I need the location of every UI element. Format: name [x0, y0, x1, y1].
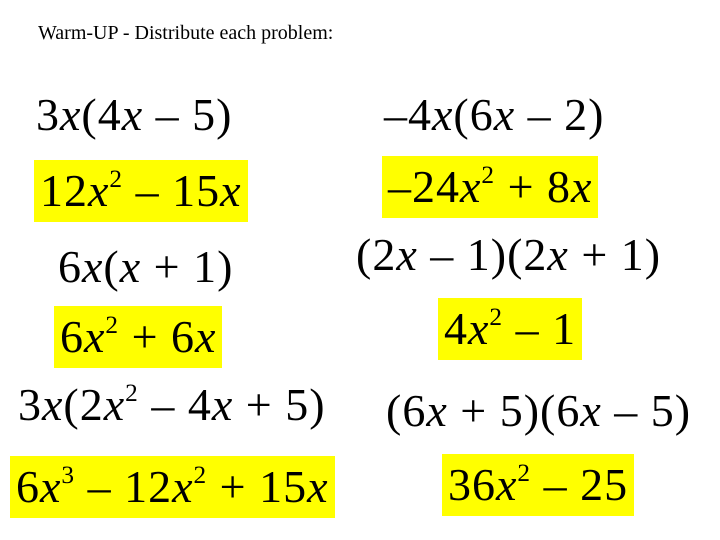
problem-6-answer: $36x^2 - 25$ [442, 454, 634, 516]
problem-1-answer: $12x^2 - 15x$ [34, 160, 248, 222]
problem-5-answer: $6x^3 - 12x^2 + 15x$ [10, 456, 335, 518]
problem-2-answer: $-24x^2 + 8x$ [382, 156, 598, 218]
problem-4-answer: $4x^2 - 1$ [438, 298, 582, 360]
problem-6-question: (6x + 5)(6x – 5) [386, 385, 692, 436]
problem-2-question: –4x(6x – 2) [384, 89, 605, 140]
problem-3-question: 6x(x + 1) [58, 241, 234, 292]
page-title: Warm-UP - Distribute each problem: [38, 22, 334, 44]
problem-5-question: $3x(2x^2 - 4x + 5)$ [18, 379, 326, 430]
problem-4-question: (2x – 1)(2x + 1) [356, 229, 662, 280]
problem-1-question: 3x(4x – 5) [36, 89, 233, 140]
problem-3-answer: $6x^2 + 6x$ [54, 306, 222, 368]
